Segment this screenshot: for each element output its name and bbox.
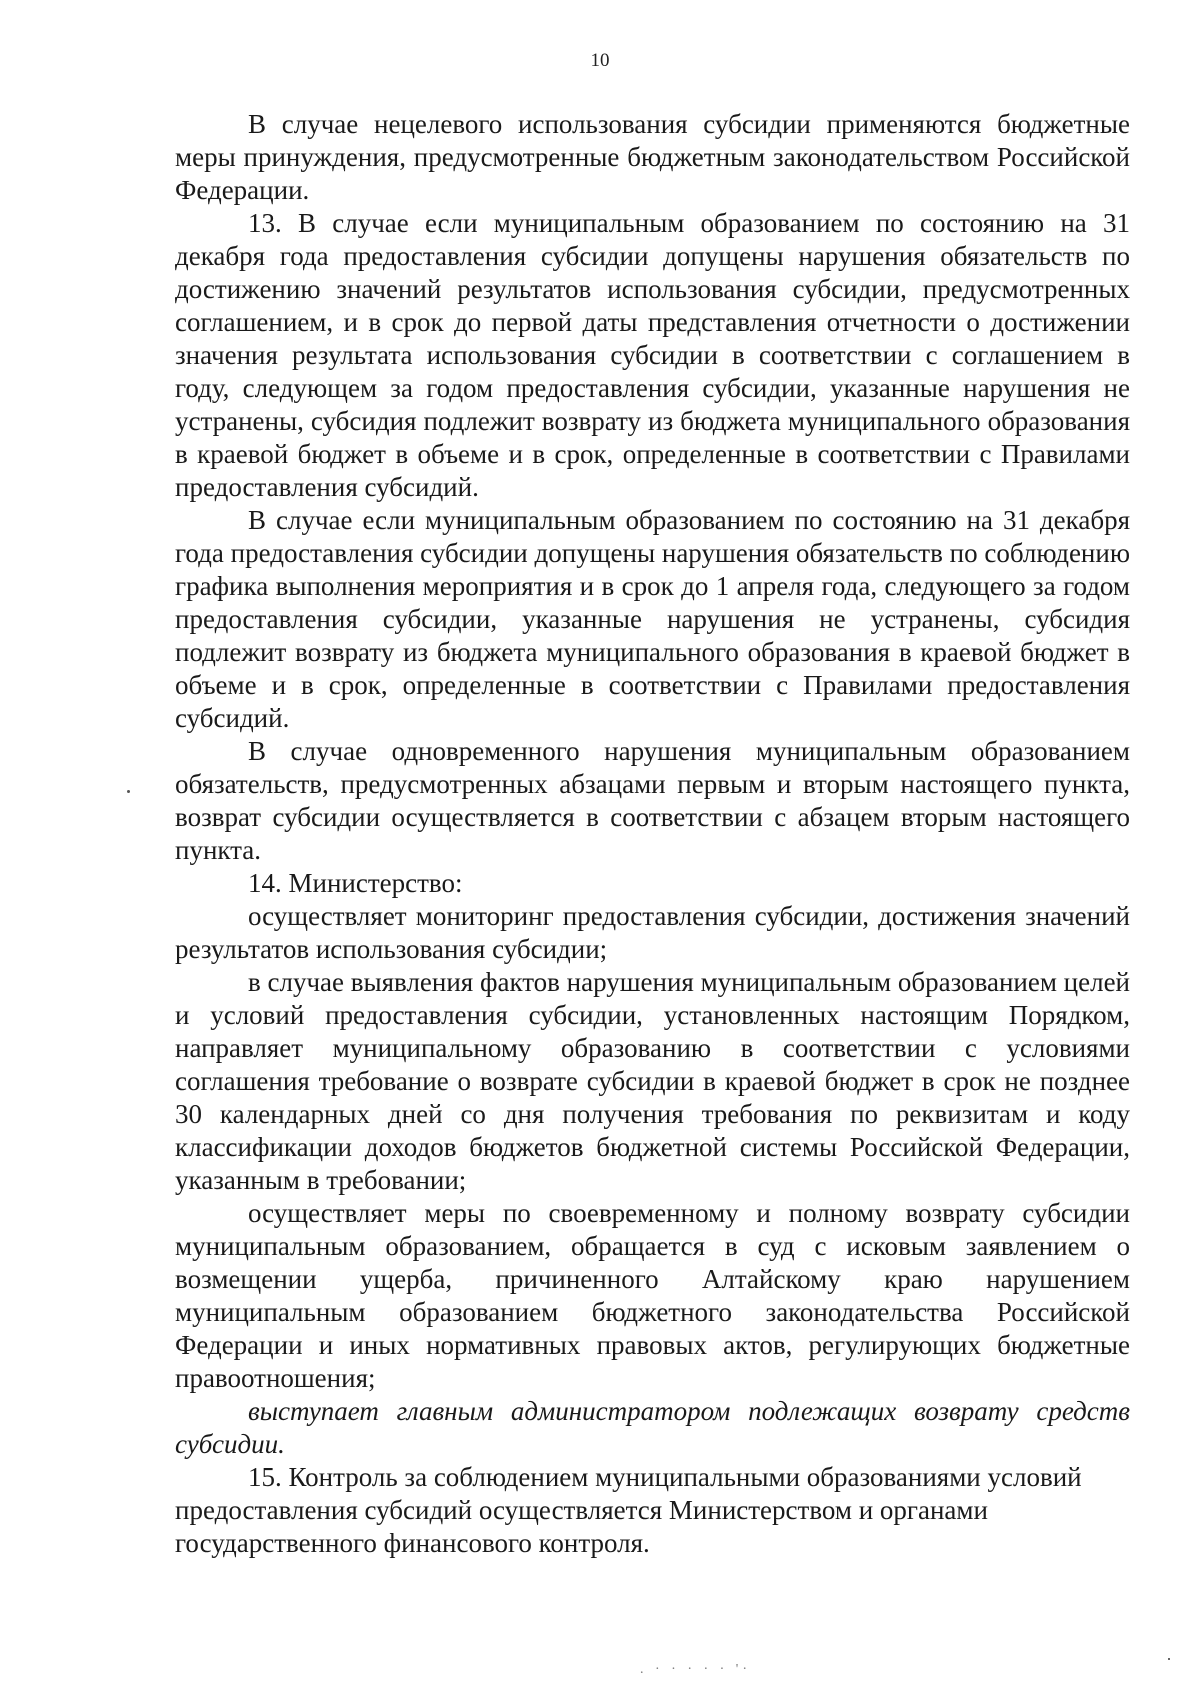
paragraph-14-chief-administrator: выступает главным администратором подлежащих возврату средств субсидии. <box>175 1396 1130 1459</box>
paragraph-14-monitoring: осуществляет мониторинг предоставления субсидии, достижения значений результатов использования субсидии; <box>175 901 1130 964</box>
paragraph-13-simultaneous-violation: В случае одновременного нарушения муниципальным образованием обязательств, предусмотренных абзацами первым и вторым настоящего пункта, возврат субсидии осуществляется в соответствии с абзацем вторым настоящего пункта. <box>175 736 1130 865</box>
document-body <box>175 108 1130 1560</box>
page-number: 10 <box>590 50 610 71</box>
scan-artifact-dot <box>127 790 130 793</box>
scan-artifact-marks: . · · · · · '· <box>640 1662 751 1677</box>
paragraph-14-heading: 14. Министерство: <box>248 868 463 898</box>
paragraph-14-return-measures: осуществляет меры по своевременному и полному возврату субсидии муниципальным образованием, обращается в суд с исковым заявлением о возмещении ущерба, причиненного Алтайскому краю нарушением муниципальным образованием бюджетного законодательства Российской Федерации и иных нормативных правовых актов, регулирующих бюджетные правоотношения; <box>175 1198 1130 1393</box>
paragraph-13-obligation-violation: 13. В случае если муниципальным образованием по состоянию на 31 декабря года предоставления субсидии допущены нарушения обязательств по достижению значений результатов использования субсидии, предусмотренных соглашением, и в срок до первой даты представления отчетности о достижении значения результата использования субсидии в соответствии с соглашением в году, следующем за годом предоставления субсидии, указанные нарушения не устранены, субсидия подлежит возврату из бюджета муниципального образования в краевой бюджет в объеме и в срок, определенные в соответствии с Правилами предоставления субсидий. <box>175 208 1130 502</box>
paragraph-14-return-demand: в случае выявления фактов нарушения муниципальным образованием целей и условий предоставления субсидии, установленных настоящим Порядком, направляет муниципальному образованию в соответствии с условиями соглашения требование о возврате субсидии в краевой бюджет в срок не позднее 30 календарных дней со дня получения требования по реквизитам и коду классификации доходов бюджетов бюджетной системы Российской Федерации, указанным в требовании; <box>175 967 1131 1195</box>
paragraph-13-schedule-violation: В случае если муниципальным образованием по состоянию на 31 декабря года предоставления субсидии допущены нарушения обязательств по соблюдению графика выполнения мероприятия и в срок до 1 апреля года, следующего за годом предоставления субсидии, указанные нарушения не устранены, субсидия подлежит возврату из бюджета муниципального образования в краевой бюджет в объеме и в срок, определенные в соответствии с Правилами предоставления субсидий. <box>175 505 1130 733</box>
paragraph-15-control: 15. Контроль за соблюдением муниципальными образованиями условий предоставления субсидий осуществляется Министерством и органами государственного финансового контроля. <box>175 1462 1082 1558</box>
paragraph-misuse-measures: В случае нецелевого использования субсидии применяются бюджетные меры принуждения, предусмотренные бюджетным законодательством Российской Федерации. <box>175 109 1130 205</box>
scan-artifact-dot-right <box>1168 1658 1170 1660</box>
